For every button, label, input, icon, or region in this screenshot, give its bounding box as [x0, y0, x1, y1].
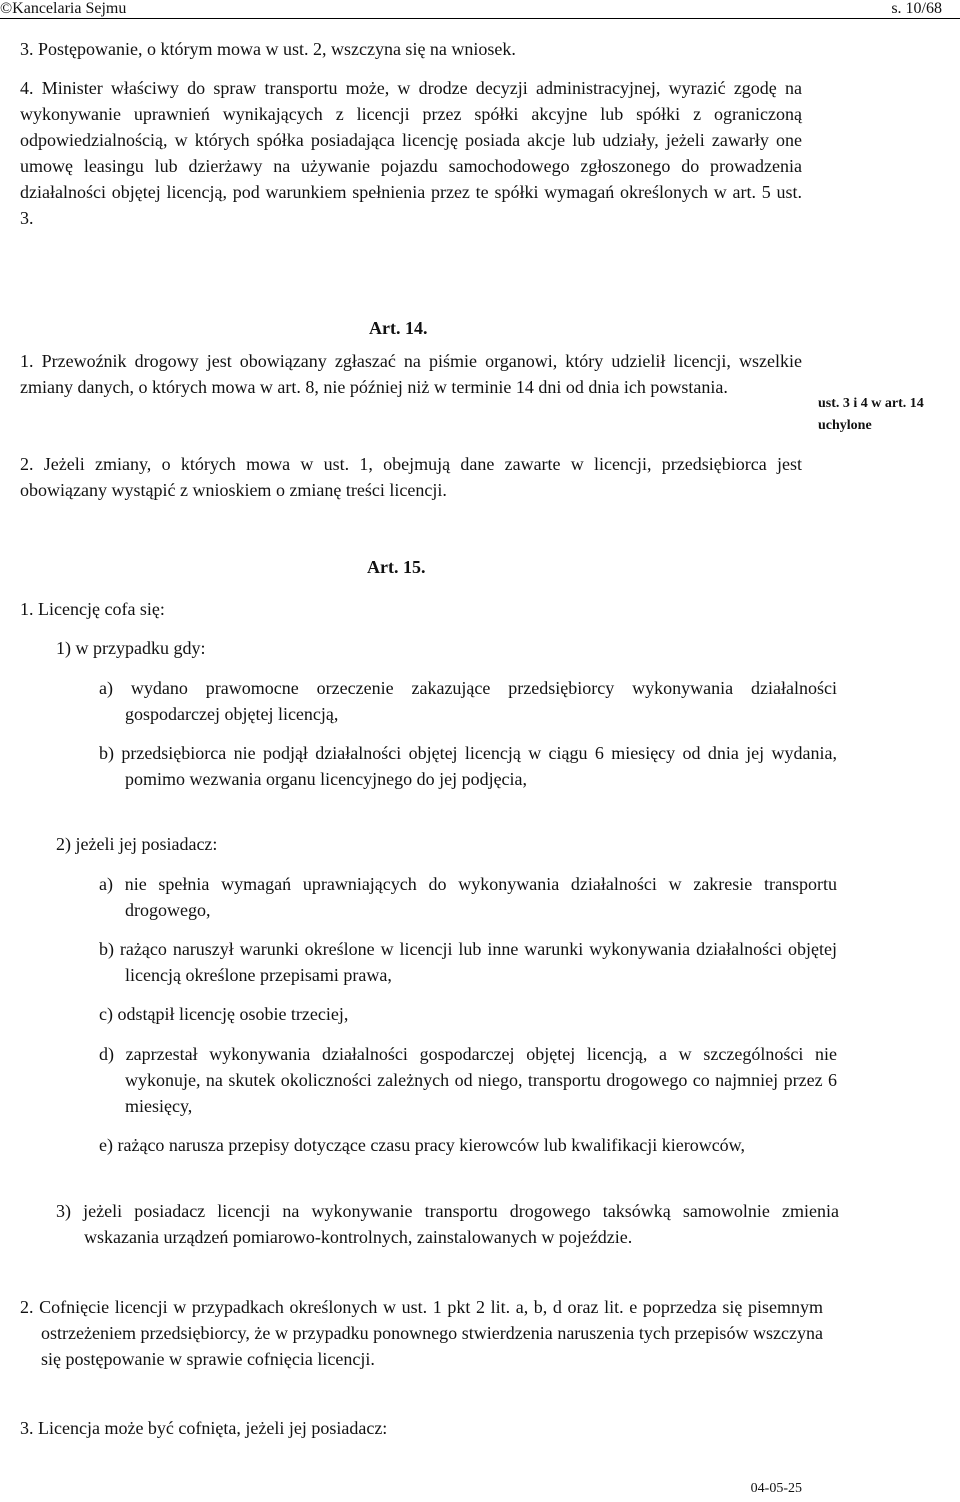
art15-item-1b: b) przedsiębiorca nie podjął działalności objętej licencją w ciągu 6 miesięcy od dnia jej wydania, pomimo wezwania organu licencyjnego do jej podjęcia, [99, 743, 837, 789]
art14-paragraph-1: 1. Przewoźnik drogowy jest obowiązany zgłaszać na piśmie organowi, który udzielił licencji, wszelkie zmiany danych, o których mowa w art. 8, nie później niż w terminie 14 dni od dnia ich powstania. [20, 351, 802, 397]
margin-note-line-2: uchylone [818, 418, 872, 433]
art15-item-1a: a) wydano prawomocne orzeczenie zakazujące przedsiębiorcy wykonywania działalności gospodarczej objętej licencją, [99, 678, 837, 724]
art15-item-2e: e) rażąco narusza przepisy dotyczące czasu pracy kierowców lub kwalifikacji kierowców, [99, 1135, 746, 1155]
art15-item-3: 3) jeżeli posiadacz licencji na wykonywanie transportu drogowego taksówką samowolnie zmienia wskazania urządzeń pomiarowo-kontrolnych, zainstalowanych w pojeździe. [56, 1201, 839, 1247]
art15-item-2a: a) nie spełnia wymagań uprawniających do wykonywania działalności w zakresie transportu drogowego, [99, 874, 837, 920]
header-copyright: ©Kancelaria Sejmu [0, 0, 127, 17]
margin-note [818, 393, 958, 437]
footer-date: 04-05-25 [750, 1481, 802, 1496]
art15-paragraph-2: 2. Cofnięcie licencji w przypadkach określonych w ust. 1 pkt 2 lit. a, b, d oraz lit. e poprzedza się pisemnym ostrzeżeniem przedsiębiorcy, że w przypadku ponownego stwierdzenia naruszenia tych przepisów wszczyna się postępowanie w sprawie cofnięcia licencji. [20, 1297, 823, 1369]
art15-item-2: 2) jeżeli jej posiadacz: [56, 834, 218, 854]
art15-paragraph-1: 1. Licencję cofa się: [20, 599, 165, 619]
art15-paragraph-3: 3. Licencja może być cofnięta, jeżeli jej posiadacz: [20, 1418, 388, 1438]
art13-paragraph-3: 3. Postępowanie, o którym mowa w ust. 2, wszczyna się na wniosek. [20, 39, 516, 59]
margin-note-line-1: ust. 3 i 4 w art. 14 [818, 396, 924, 411]
art15-item-2b: b) rażąco naruszył warunki określone w licencji lub inne warunki wykonywania działalności objętej licencją określone przepisami prawa, [99, 939, 837, 985]
header-divider [0, 18, 960, 19]
art14-heading: Art. 14. [369, 318, 428, 338]
art15-heading: Art. 15. [367, 557, 426, 577]
art15-item-1: 1) w przypadku gdy: [56, 638, 206, 658]
art15-item-2c: c) odstąpił licencję osobie trzeciej, [99, 1004, 349, 1024]
header-page-number: s. 10/68 [891, 0, 942, 17]
art15-item-2d: d) zaprzestał wykonywania działalności gospodarczej objętej licencją, a w szczególności nie wykonuje, na skutek okoliczności zależnych od niego, transportu drogowego co najmniej przez 6 miesięcy, [99, 1044, 837, 1116]
art14-paragraph-2: 2. Jeżeli zmiany, o których mowa w ust. 1, obejmują dane zawarte w licencji, przedsiębiorca jest obowiązany wystąpić z wnioskiem o zmianę treści licencji. [20, 454, 802, 500]
art13-paragraph-4: 4. Minister właściwy do spraw transportu może, w drodze decyzji administracyjnej, wyrazić zgodę na wykonywanie uprawnień wynikających z licencji przez spółki akcyjne lub spółki z ograniczoną odpowiedzialnością, w których spółka posiadająca licencję posiada akcje lub udziały, jeżeli zawarły one umowę leasingu lub dzierżawy na używanie pojazdu samochodowego zgłoszonego do prowadzenia działalności objętej licencją, pod warunkiem spełnienia przez te spółki wymagań określonych w art. 5 ust. 3. [20, 78, 802, 228]
